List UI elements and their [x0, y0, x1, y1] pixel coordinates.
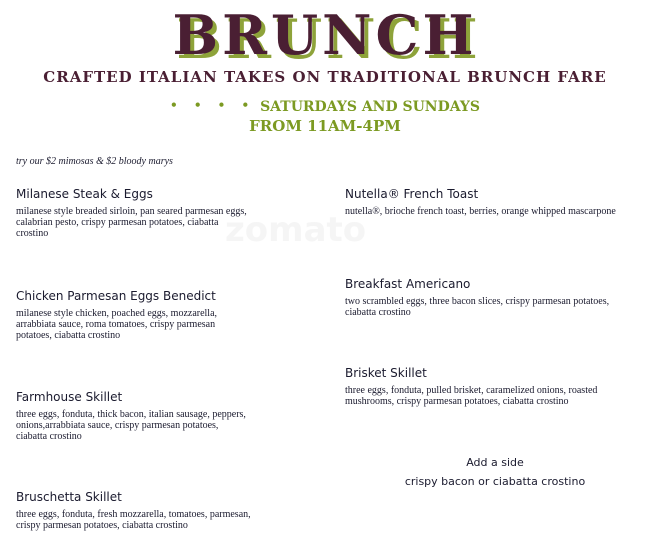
- menu-item-brisket-skillet: [345, 366, 625, 407]
- schedule-days-line: [0, 96, 650, 117]
- menu-item-name: Nutella® French Toast: [345, 187, 479, 201]
- menu-item-desc: two scrambled eggs, three bacon slices, crispy parmesan potatoes, ciabatta crostino: [345, 296, 610, 318]
- dots-divider: • • • •: [169, 98, 256, 112]
- menu-item-desc: three eggs, fonduta, fresh mozzarella, tomatoes, parmesan, crispy parmesan potatoes, ciabatta crostino: [16, 509, 251, 531]
- schedule-hours: FROM 11AM-4PM: [249, 117, 401, 135]
- schedule-days: SATURDAYS AND SUNDAYS: [260, 99, 481, 115]
- menu-item-milanese-steak: [16, 187, 251, 239]
- menu-item-desc: nutella®, brioche french toast, berries, orange whipped mascarpone: [345, 206, 616, 217]
- menu-item-nutella-french-toast: [345, 187, 625, 217]
- tagline: CRAFTED ITALIAN TAKES ON TRADITIONAL BRUNCH FARE: [43, 68, 607, 86]
- promo-text: try our $2 mimosas & $2 bloody marys: [16, 156, 173, 167]
- side-title: Add a side: [466, 456, 524, 469]
- menu-item-name: Farmhouse Skillet: [16, 390, 123, 404]
- page-title: BRUNCH: [172, 3, 478, 67]
- add-a-side: [395, 456, 595, 488]
- menu-item-name: Brisket Skillet: [345, 366, 427, 380]
- menu-item-desc: milanese style chicken, poached eggs, mozzarella, arrabbiata sauce, roma tomatoes, crispy parmesan potatoes, ciabatta crostino: [16, 308, 218, 341]
- watermark: zomato: [225, 210, 367, 250]
- menu-item-chicken-parmesan: [16, 289, 251, 341]
- menu-item-name: Breakfast Americano: [345, 277, 471, 291]
- menu-item-name: Bruschetta Skillet: [16, 490, 122, 504]
- menu-item-desc: three eggs, fonduta, pulled brisket, caramelized onions, roasted mushrooms, crispy parmesan potatoes, ciabatta crostino: [345, 385, 598, 407]
- menu-item-desc: three eggs, fonduta, thick bacon, italian sausage, peppers, onions,arrabbiata sauce, crispy parmesan potatoes, ciabatta crostino: [16, 409, 246, 442]
- menu-item-name: Chicken Parmesan Eggs Benedict: [16, 289, 216, 303]
- menu-item-bruschetta-skillet: [16, 490, 251, 531]
- side-options: crispy bacon or ciabatta crostino: [404, 475, 586, 488]
- menu-item-farmhouse-skillet: [16, 390, 251, 442]
- menu-item-name: Milanese Steak & Eggs: [16, 187, 153, 201]
- menu-item-desc: milanese style breaded sirloin, pan seared parmesan eggs, calabrian pesto, crispy parmesan potatoes, ciabatta crostino: [16, 206, 247, 239]
- schedule: [0, 96, 650, 136]
- menu-item-breakfast-americano: [345, 277, 625, 318]
